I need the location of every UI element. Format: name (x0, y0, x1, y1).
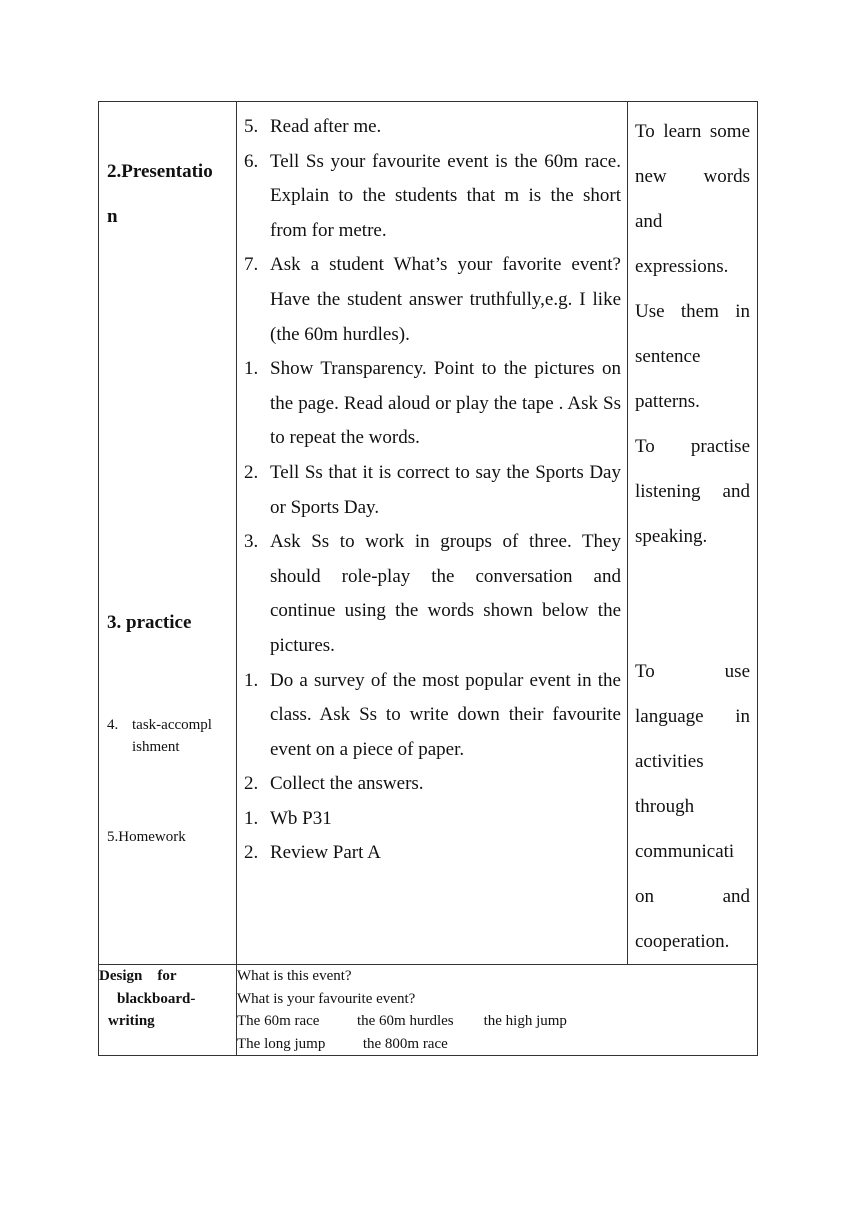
aim-line: Use them in (635, 301, 750, 322)
step-number: 2. (244, 773, 259, 795)
step-text: Show Transparency. Point to the pictures on the page. Read aloud or play the tape . Ask Ss to repeat the words. (270, 358, 621, 449)
aim-line: new words (635, 166, 750, 187)
step-item (244, 836, 621, 871)
step-number: 1. (244, 358, 259, 380)
step-text: Ask a student What’s your favorite event? Have the student answer truthfully,e.g. I like (the 60m hurdles). (270, 254, 621, 345)
aim-line: and (635, 211, 663, 232)
stage-task-accomplishment (107, 714, 232, 758)
aim-line: language in (635, 706, 750, 727)
step-item (244, 248, 621, 352)
aims-column (628, 102, 758, 965)
step-item (244, 767, 621, 802)
step-item (244, 145, 621, 249)
blackboard-line: What is this event? (237, 968, 352, 984)
lesson-plan-table (98, 101, 758, 1056)
aim-line: sentence (635, 346, 701, 367)
stage-task-line2: ishment (132, 739, 180, 755)
steps-list (237, 102, 627, 871)
aim-line: expressions. (635, 256, 729, 277)
blackboard-lines (237, 965, 757, 1055)
step-text: Collect the answers. (270, 773, 424, 795)
aim-line: on and (635, 886, 750, 907)
blackboard-line: The long jump the 800m race (237, 1035, 448, 1052)
aim-line: through (635, 796, 695, 817)
blackboard-line: The 60m race the 60m hurdles the high jump (237, 1013, 567, 1029)
step-number: 3. (244, 531, 259, 553)
step-number: 2. (244, 842, 259, 864)
step-text: Read after me. (270, 116, 382, 137)
step-number: 1. (244, 807, 259, 829)
stage-presentation (107, 149, 232, 239)
aims-spacer (635, 559, 750, 649)
design-label-line3: writing (108, 1013, 155, 1029)
step-number: 5. (244, 116, 259, 137)
design-row (99, 965, 758, 1056)
step-text: Do a survey of the most popular event in the class. Ask Ss to write down their favourite event on a piece of paper. (270, 669, 621, 760)
stage-task-number: 4. (107, 717, 119, 733)
step-item (244, 110, 621, 145)
step-text: Tell Ss your favourite event is the 60m race. Explain to the students that m is the short from for metre. (270, 150, 621, 241)
stage-task-line1: task-accompl (132, 717, 212, 733)
step-number: 1. (244, 669, 259, 691)
aims-block (628, 102, 757, 964)
step-number: 7. (244, 254, 259, 276)
step-text: Tell Ss that it is correct to say the Sports Day or Sports Day. (270, 461, 621, 518)
stage-column (99, 102, 237, 965)
steps-column (237, 102, 628, 965)
aim-line: To learn some (635, 121, 750, 142)
design-label-line2: blackboard- (117, 990, 196, 1007)
aim-line: To practise (635, 436, 750, 457)
design-label-line1: Design for (99, 968, 177, 984)
step-text: Review Part A (270, 842, 381, 864)
aim-line: activities (635, 751, 704, 772)
aim-line: patterns. (635, 391, 700, 412)
procedure-row (99, 102, 758, 965)
step-text: Wb P31 (270, 807, 332, 829)
blackboard-writing-cell (237, 965, 758, 1056)
aim-line: cooperation. (635, 931, 730, 952)
step-item (244, 456, 621, 525)
blackboard-line: What is your favourite event? (237, 990, 416, 1007)
step-item (244, 525, 621, 663)
stage-presentation-label: 2.Presentatio n (107, 161, 213, 227)
stage-homework: 5.Homework (107, 829, 186, 845)
aim-line: To use (635, 661, 750, 682)
aims-block-2 (635, 649, 750, 964)
step-item (244, 664, 621, 768)
aim-line: communicati (635, 841, 735, 862)
aims-block-1 (635, 109, 750, 559)
design-label-cell (99, 965, 237, 1056)
step-item (244, 352, 621, 456)
aim-line: speaking. (635, 526, 708, 547)
step-text: Ask Ss to work in groups of three. They should role-play the conversation and continue using the words shown below the pictures. (270, 531, 621, 656)
aim-line: listening and (635, 481, 750, 502)
stage-practice: 3. practice (107, 612, 192, 633)
step-item (244, 802, 621, 837)
step-number: 2. (244, 461, 259, 483)
step-number: 6. (244, 150, 259, 172)
